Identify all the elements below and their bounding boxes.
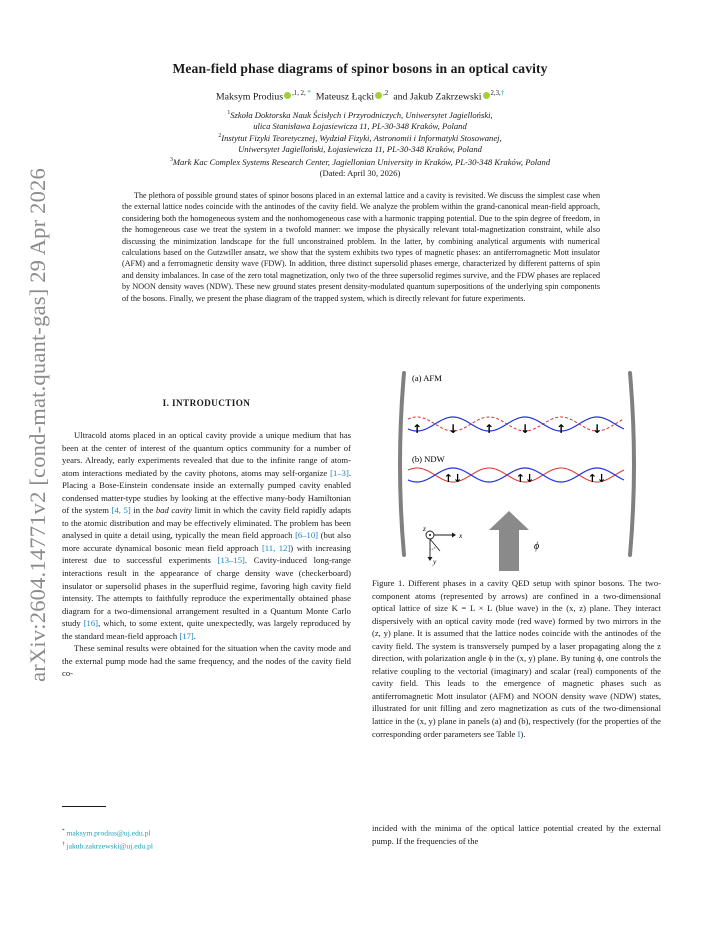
spin-up-arrow: ↑ — [483, 422, 495, 436]
citation-link[interactable]: [11, 12] — [261, 542, 291, 553]
y-axis-arrowhead — [428, 557, 433, 561]
abstract: The plethora of possible ground states of spinor bosons placed in an external lattice and a cavity is revisited. We discuss the simplest case when the external lattice nodes coincide with the antinodes of the cavity field. We analyze the problem within the grand-canonical mean-field approach, considering both the homogeneous system and the nonhomogeneous case with a harmonic trapping potential. Due to the spin degree of freedom, in the homogeneous case we treat the system in a twofold manner: we impose the physically relevant total-magnetization constraint, while also discussing the minimization landscape for the full unconstrained problem. In the latter, by combining analytical arguments with numerical calculations based on the Gutzwiller ansatz, we show that the system exhibits two types of magnetic phases: an antiferromagnetic Mott insulator (AFM) and a ferromagnetic density wave (FDW). In addition, three distinct supersolid phases emerge, characterized by different patterns of spin and density imbalances. In case of the zero total magnetization, only two of the three supersolid regimes survive, and the FDW phases are replaced by NOON density waves (NDW). These new ground states present density-modulated quantum superpositions of the underlying spin components of the bosons. Finally, we present the phase diagram of the trapped system, which is directly relevant for future experiments. — [122, 191, 600, 303]
pump-laser-arrow — [489, 511, 529, 571]
text-run: . Placing a Bose-Einstein condensate inside an externally pumped cavity enabled condensed matter-type studies by looking at the effective many-body Hamiltonian of the system — [62, 467, 351, 516]
author-affiliation-marks: ,1, 2, * — [292, 90, 311, 97]
orcid-icon[interactable] — [375, 92, 382, 99]
text-run: ) with increasing interest due to successful experiments — [62, 542, 351, 566]
text-run: These seminal results were obtained for the situation when the cavity mode and the external pump mode had the same frequency, and the nodes of the cavity field co- — [62, 643, 351, 679]
citation-link[interactable]: [16] — [83, 618, 99, 629]
left-bracket — [400, 373, 404, 555]
spin-up-arrow: ↑ — [411, 422, 423, 436]
dated-line: (Dated: April 30, 2026) — [319, 168, 401, 178]
citation-link[interactable]: [1–3] — [330, 467, 349, 478]
text-run: . Cavity-induced long-range interactions result in the appearance of charge density wave (checkerboard) insulator or supersolid phases in the superfluid regime, favoring high cavity field intensity. The attempts to faithfully reproduce the experimentally obtained phase diagram for a two-dimensional arrangement resulted in a Quantum Monte Carlo study — [62, 555, 351, 629]
pump-phi-label: ϕ — [534, 541, 540, 552]
footnote — [62, 826, 150, 839]
footnote-mark: † — [62, 841, 65, 847]
affiliation-line: ulica Stanisława Łojasiewicza 11, PL-30-348 Kraków, Poland — [253, 120, 467, 131]
paper-title: Mean-field phase diagrams of spinor bosons in an optical cavity — [172, 61, 548, 76]
text-run: (but also more accurate dynamical bosonic mean field approach — [62, 530, 351, 553]
section-heading-introduction: I. INTRODUCTION — [162, 398, 251, 408]
footnote-mark: * — [62, 828, 65, 834]
affiliation — [60, 131, 660, 155]
orcid-icon[interactable] — [483, 92, 490, 99]
email-link[interactable]: maksym.prodius@uj.edu.pl — [66, 828, 151, 838]
spin-up-arrow: ↑ — [555, 422, 567, 436]
author-name: Jakub Zakrzewski — [409, 91, 482, 103]
affiliation-line: Instytut Fizyki Teoretycznej, Wydział Fizyki, Astronomii i Informatyki Stosowanej, — [221, 132, 502, 143]
text-run: in the — [130, 505, 156, 516]
affiliation — [60, 108, 660, 132]
author-affiliation-marks: 2,3,† — [490, 90, 505, 97]
citation-link[interactable]: [13–15] — [217, 555, 245, 566]
corresponding-mark[interactable]: * — [307, 90, 311, 97]
citation-link[interactable]: [17] — [179, 630, 194, 641]
spin-down-arrow: ↓ — [519, 422, 531, 436]
text-run: ). — [520, 728, 526, 739]
text-run: Figure 1. Different phases in a cavity QED setup with spinor bosons. The two-component atoms (represented by arrows) are confined in a two-dimensional optical lattice of size K = L × L (blue wave) in the (x, z) plane. They interact dispersively with an optical cavity mode (red wave) formed by two mirrors in the (z, y) plane. It is assumed that the lattice nodes coincide with the antinodes of the cavity field. The system is transversely pumped by a laser propagating along the z direction, with polarization angle ϕ in the (x, y) plane. By tuning ϕ, one controls the relative coupling to the vectorial (imaginary) and scalar (real) components of the cavity field. This leads to the emergence of magnetic phases such as antiferromagnetic Mott insulator (AFM) and NOON density wave (NDW) states, illustrated for unit filling and zero magnetization as cuts of the two-dimensional lattice in the (x, y) plane in panels (a) and (b), respectively (for the properties of the corresponding order parameters see Table — [372, 578, 661, 739]
spin-pair-arrows: ↑↓ — [587, 472, 607, 485]
affiliation-number: 1 — [227, 110, 231, 116]
corresponding-mark[interactable]: † — [500, 90, 505, 97]
figure-1 — [372, 365, 660, 575]
footnote-rule — [62, 806, 106, 807]
axis-label-y: y — [433, 557, 437, 566]
axis-label-x: x — [459, 531, 463, 540]
right-column-continuation: incided with the minima of the optical lattice potential created by the external pump. If the frequencies of the — [372, 823, 661, 846]
affiliation — [60, 155, 660, 168]
citation-link[interactable]: I — [517, 728, 521, 739]
author-list — [110, 90, 610, 102]
text-run: , which, to some extent, quite unexpectedly, was largely reproduced by the standard mean-field approach — [62, 618, 351, 641]
z-dot — [429, 534, 431, 536]
coordinate-axes — [422, 524, 463, 566]
text-run: limit in which the cavity field rapidly adapts to the atomic distribution and may be effectively eliminated. The problem has been analysed in quite a detail using, typically the mean field approach — [62, 505, 351, 541]
introduction-body — [62, 429, 351, 680]
arxiv-identifier-stamp[interactable]: arXiv:2604.14771v2 [cond-mat.quant-gas] 29 Apr 2026 — [25, 168, 50, 682]
citation-link[interactable]: [6–10] — [295, 530, 319, 541]
spin-down-arrow: ↓ — [447, 422, 459, 436]
right-bracket — [630, 373, 634, 555]
spin-down-arrow: ↓ — [591, 422, 603, 436]
footnote — [62, 839, 153, 852]
x-axis-arrowhead — [452, 533, 456, 538]
email-link[interactable]: jakub.zakrzewski@uj.edu.pl — [66, 841, 153, 851]
paragraph — [62, 429, 351, 642]
figure-1-caption — [372, 577, 661, 740]
spin-pair-arrows: ↑↓ — [443, 472, 463, 485]
author-name: Maksym Prodius — [215, 91, 284, 103]
author-affiliation-marks: ,2 — [383, 90, 389, 97]
axis-label-z: z — [423, 524, 426, 533]
panel-a-label: (a) AFM — [412, 373, 442, 383]
phi-arc — [430, 546, 436, 549]
affiliation-line: Mark Kac Complex Systems Research Center, Jagiellonian University in Kraków, PL-30-348 Kraków, Poland — [172, 156, 551, 167]
italic-text: bad cavity — [155, 505, 193, 516]
text-run: . — [193, 630, 196, 641]
paragraph — [62, 642, 351, 680]
affiliation-number: 3 — [169, 157, 173, 163]
orcid-icon[interactable] — [284, 92, 291, 99]
polarization-vector — [430, 539, 440, 551]
text-run: Ultracold atoms placed in an optical cavity provide a unique medium that has been at the center of interest of the quantum optics community for a number of years. Already, early experiments revealed that due to the infinite range of atom-atom interactions mediated by the cavity photons, atoms may self-organize — [62, 430, 351, 478]
panel-b-label: (b) NDW — [412, 454, 445, 464]
affiliation-line: Szkoła Doktorska Nauk Ścisłych i Przyrodniczych, Uniwersytet Jagielloński, — [230, 109, 493, 120]
author-connector: and — [393, 91, 408, 103]
citation-link[interactable]: [4, 5] — [111, 505, 131, 516]
author-name: Mateusz Łącki — [315, 91, 375, 103]
affiliation-number: 2 — [218, 133, 222, 139]
spin-pair-arrows: ↑↓ — [515, 472, 535, 485]
affiliation-line: Uniwersytet Jagielloński, Łojasiewicza 11, PL-30-348 Kraków, Poland — [238, 143, 482, 154]
